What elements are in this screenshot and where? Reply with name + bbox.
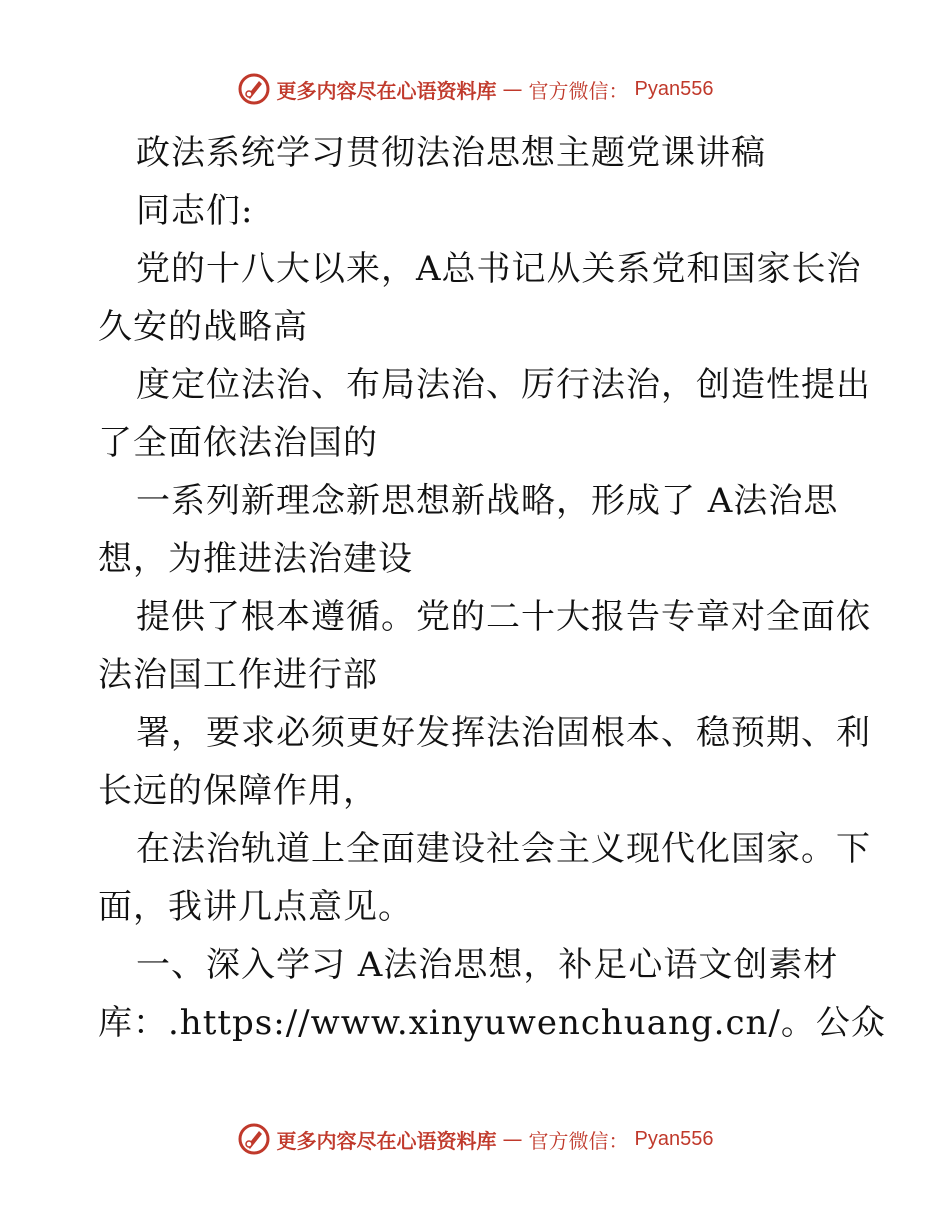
text-line: 了全面依法治国的 — [98, 423, 378, 463]
text-line: 提供了根本遵循。党的二十大报告专章对全面依 — [136, 597, 871, 637]
brand-text: 更多内容尽在心语资料库 — [276, 1128, 497, 1153]
text-line: 一、深入学习 A法治思想，补足心语文创素材 — [136, 945, 839, 985]
document-title: 政法系统学习贯彻法治思想主题党课讲稿 — [136, 133, 766, 173]
wechat-label: 官方微信： — [528, 78, 629, 103]
brand-logo-icon — [237, 72, 271, 106]
text-line: 法治国工作进行部 — [98, 655, 378, 695]
text-line: 党的十八大以来，A总书记从关系党和国家长治 — [136, 249, 862, 289]
brand-logo-icon — [237, 1122, 271, 1156]
text-line: 同志们: — [136, 191, 254, 231]
text-line: 想，为推进法治建设 — [98, 539, 413, 579]
text-line: 库：.https://www.xinyuwenchuang.cn/。公众 — [98, 1003, 886, 1043]
text-line: 署，要求必须更好发挥法治固根本、稳预期、利 — [136, 713, 871, 753]
document-body — [98, 124, 886, 1052]
text-line: 长远的保障作用， — [98, 771, 378, 811]
wechat-label: 官方微信： — [528, 1128, 629, 1153]
footer-banner — [0, 1122, 950, 1156]
brand-text: 更多内容尽在心语资料库 — [276, 78, 497, 103]
text-line: 久安的战略高 — [98, 307, 308, 347]
wechat-id: Pyan556 — [634, 1127, 714, 1150]
text-line: 面，我讲几点意见。 — [98, 887, 413, 927]
banner-separator: — — [502, 1127, 523, 1151]
text-line: 度定位法治、布局法治、厉行法治，创造性提出 — [136, 365, 871, 405]
wechat-id: Pyan556 — [634, 77, 714, 100]
header-banner — [0, 72, 950, 106]
text-line: 一系列新理念新思想新战略，形成了 A法治思 — [136, 481, 839, 521]
banner-separator: — — [502, 77, 523, 101]
text-line: 在法治轨道上全面建设社会主义现代化国家。下 — [136, 829, 871, 869]
